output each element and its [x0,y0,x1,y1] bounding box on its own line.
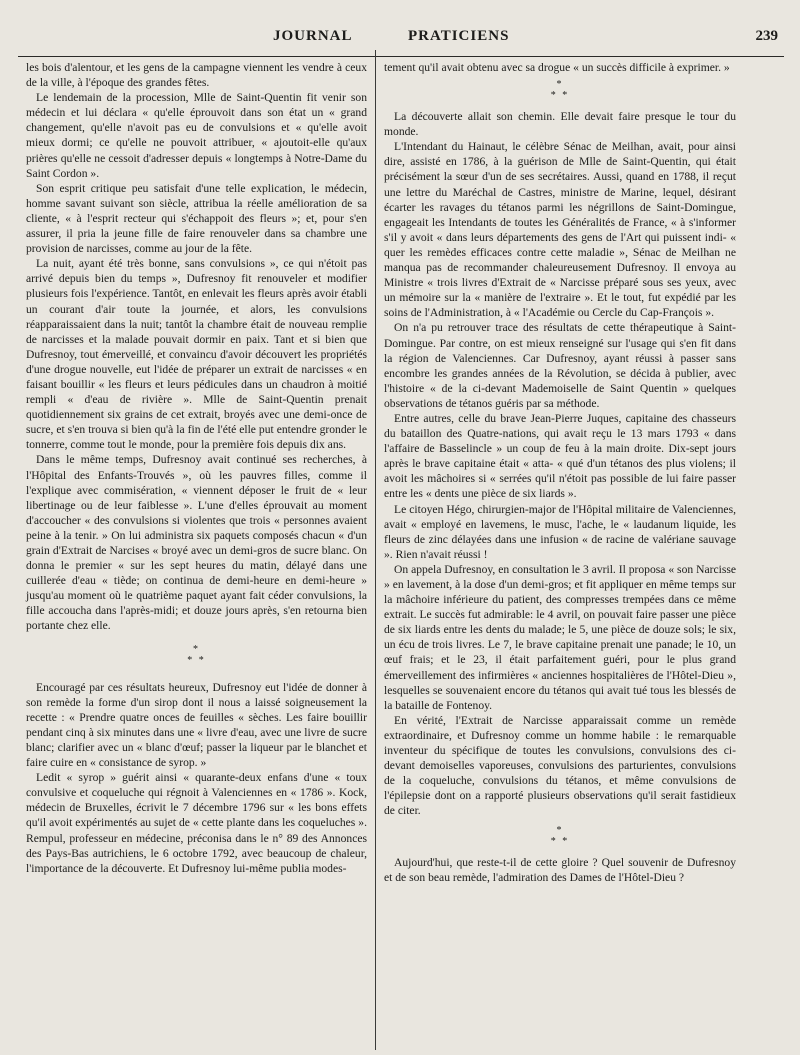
paragraph: Ledit « syrop » guérit ainsi « quarante-deux enfans d'une « toux convulsive et coqueluche qui régnoit à Valenciennes en « 1786 ». Kock, médecin de Bruxelles, écrivit le 7 décembre 1796 sur « les bons effets qu'il avoit expérimentés au sujet de « cette plante dans les coqueluches ». Rempul, professeur en médecine, préconisa dans le n° 89 des Annonces des Pays-Bas autrichiens, le 6 octobre 1792, avec beaucoup de chaleur, l'importance de la découverte. Et Dufresnoy lui-même publia modes- [26,771,367,875]
paragraph: L'Intendant du Hainaut, le célèbre Sénac de Meilhan, avait, pour ainsi dire, assisté en 1786, à la guérison de Mlle de Saint-Quentin, qui était précisément la sœur d'un de ses secrétaires. Aussi, quand en 1788, il reçut une lettre du Maréchal de Castres, ministre de Marine, lequel, désirant écarter les ravages du tétanos parmi les négrillons de Saint-Domingue, engageait les Intendants de toutes les Généralités de France, « à s'informer s'il y avoit « dans leurs départements des gens de l'Art qui puissent indi- « quer les remèdes efficaces contre cette maladie », Sénac de Meilhan ne manqua pas de recommander chaleureusement Dufresnoy. Il envoya au Ministre « trois livres d'Extrait de « Narcisse préparé sous ses yeux, avec un mémoire sur la « manière de l'extraire ». Et le tout, fut expédié par les soins de l'Administration, à « l'Académie ou Cercle du Cap-François ». [384,140,736,320]
paragraph: En vérité, l'Extrait de Narcisse apparaissait comme un remède extraordinaire, et Dufresnoy comme un homme habile : le remarquable inventeur du spécifique de toutes les convulsions, convulsions des ci-devant demoiselles vaporeuses, convulsions des parturientes, convulsions de la coqueluche, convulsions du tétanos, et même convulsions de l'épilepsie dont on a rapporté plusieurs observations qu'il serait fastidieux de citer. [384,713,736,818]
column-divider [375,50,376,1050]
paragraph: Encouragé par ces résultats heureux, Dufresnoy eut l'idée de donner à son remède la forme d'un sirop dont il nous a laissé soigneusement la recette : « Prendre quatre onces de feuilles « sèches. Les faire bouillir pendant cinq à six minutes dans une « livre d'eau, avec une livre de sucre blanc; clarifier avec un « blanc d'œuf; passer la liqueur par le blanchet et faire cuire en « consistance de syrop. » [26,680,367,770]
paragraph: tement qu'il avait obtenu avec sa drogue « un succès difficile à exprimer. » [384,61,730,74]
running-header [18,22,784,57]
section-separator: * * * [550,824,570,847]
paragraph: On n'a pu retrouver trace des résultats de cette thérapeutique à Saint-Domingue. Par contre, on est mieux renseigné sur l'usage qui s'en fit dans la région de Valenciennes. Car Dufresnoy, ayant réussi à passer sans encombre les grandes années de la Révolution, se décida à publier, avec l'histoire « de la ci-devant Mademoiselle de Saint Quentin » quelques observations de tétanos guéris par sa méthode. [384,321,736,410]
paragraph: Son esprit critique peu satisfait d'une telle explication, le médecin, homme savant suivant son siècle, attribua la réelle amélioration de sa cliente, « à l'esprit recteur qui s'échappoit des fleurs »; et, pour s'en assurer, il pria la jeune fille de faire renouveler dans sa chambre une provision de narcisses, comme au jour de la fête. [26,181,367,256]
right-column [384,60,736,885]
journal-title-left: JOURNAL [273,28,353,44]
paragraph: La découverte allait son chemin. Elle devait faire presque le tour du monde. [384,110,736,139]
paragraph: Dans le même temps, Dufresnoy avait continué ses recherches, à l'Hôpital des Enfants-Trouvés », où les pauvres filles, comme il l'explique avec commisération, « viennent déposer le fruit de « leur libertinage ou de leur faiblesse ». L'une d'elles éprouvait au moment d'accoucher « des convulsions si violentes que trois « personnes avaient peine à la tenir. » On lui administra six paquets composés chacun « d'un grain d'Extrait de Narcises « broyé avec un demi-gros de sucre blanc. On donna le premier « sur les sept heures du matin, délayé dans une cuillerée d'eau « tiède; on continua de demi-heure en demi-heure » jusqu'au moment où le quatrième paquet ayant fait céder convulsions, la fille accoucha dans l'après-midi; et douze jours après, s'en retourna bien portante chez elle. [26,453,367,633]
paragraph: La nuit, ayant été très bonne, sans convulsions », ce qui n'étoit pas arrivé depuis bien du temps », Dufresnoy fit renouveler et modifier plusieurs fois l'expérience. Tantôt, en enlevait les fleurs après avoir établi un courant d'air toute la journée, et alors, les convulsions réapparaissaient dans la nuit; tantôt la chambre était de nouveau remplie de narcisses et la malade pouvait dormir en paix. Tant et si bien que Dufresnoy, tout émerveillé, et convaincu d'avoir découvert les propriétés d'une drogue nouvelle, eut l'idée de préparer un extrait de narcisses « en faisant bouillir « les fleurs et leurs pédicules dans un chaudron à moitié rempli « d'eau de rivière ». Mlle de Saint-Quentin prenait quotidiennement six grains de cet extrait, broyés avec une demi-once de sucre, et s'en trouva si bien qu'à la fin de l'été elle put entendre gronder le tonnerre, comme tout le monde, pour la première fois depuis dix ans. [26,257,367,452]
section-separator: * * * [550,79,570,102]
paragraph: Entre autres, celle du brave Jean-Pierre Juques, capitaine des chasseurs du bataillon des Quatre-nations, qui avait reçu le 13 mars 1793 « dans l'affaire de Basselincle » un coup de feu à la main droite. Dix-sept jours après le brave capitaine était « atta- « qué d'un tétanos des plus violens; il avoit les mâchoires si « serrées qu'il n'étoit pas possible de lui faire passer entre les « dents une pièce de six liards ». [384,411,736,501]
section-separator: * * * [187,643,206,666]
page-number: 239 [755,28,778,44]
paragraph: On appela Dufresnoy, en consultation le 3 avril. Il proposa « son Narcisse » en lavement, à la dose d'un demi-gros; et fit appliquer en même temps sur la mâchoire inférieure du patient, des compresses trempées dans ce même extrait. Le succès fut admirable: le 4 avril, on pouvait faire passer une pièce de six liards entre les dents du malade; le 5, une pièce de douze sols; le six, un écu de trois livres. Le 7, le brave capitaine prenait une panade; le 10, un œuf frais; et le 23, il était parfaitement guéri, pour le plus grand émerveillement des infirmières « anciennes hospitalières de l'Hôtel-Dieu », lesquelles se souvenaient encore du tétanos qui avait tué tous les blessés de la bataille de Fontenoy. [384,562,736,712]
paragraph: les bois d'alentour, et les gens de la campagne viennent les vendre à ceux de la ville, à l'époque des grandes fêtes. [26,61,367,90]
paragraph: Le lendemain de la procession, Mlle de Saint-Quentin fit venir son médecin et lui déclara « qu'elle éprouvoit dans son état un « grand changement, qu'elle n'avoit pas eu de convulsions et « qu'elle avoit mieux dormi; ce qu'elle ne pouvoit attribuer, « ajoutoit-elle qu'aux prières qu'elle ne cessoit d'adresser depuis « longtemps à Notre-Dame du Saint Cordon ». [26,91,367,180]
left-column [26,60,367,876]
journal-title-right: PRATICIENS [408,28,510,44]
paragraph: Aujourd'hui, que reste-t-il de cette gloire ? Quel souvenir de Dufresnoy et de son beau remède, l'admiration des Dames de l'Hôtel-Dieu ? [384,855,736,884]
paragraph: Le citoyen Hégo, chirurgien-major de l'Hôpital militaire de Valenciennes, avait « employé en lavemens, le musc, l'ache, le « laudanum liquide, les fleurs de zinc délayées dans une infusion « de racine de valériane sauvage ». Rien n'avait réussi ! [384,502,736,561]
